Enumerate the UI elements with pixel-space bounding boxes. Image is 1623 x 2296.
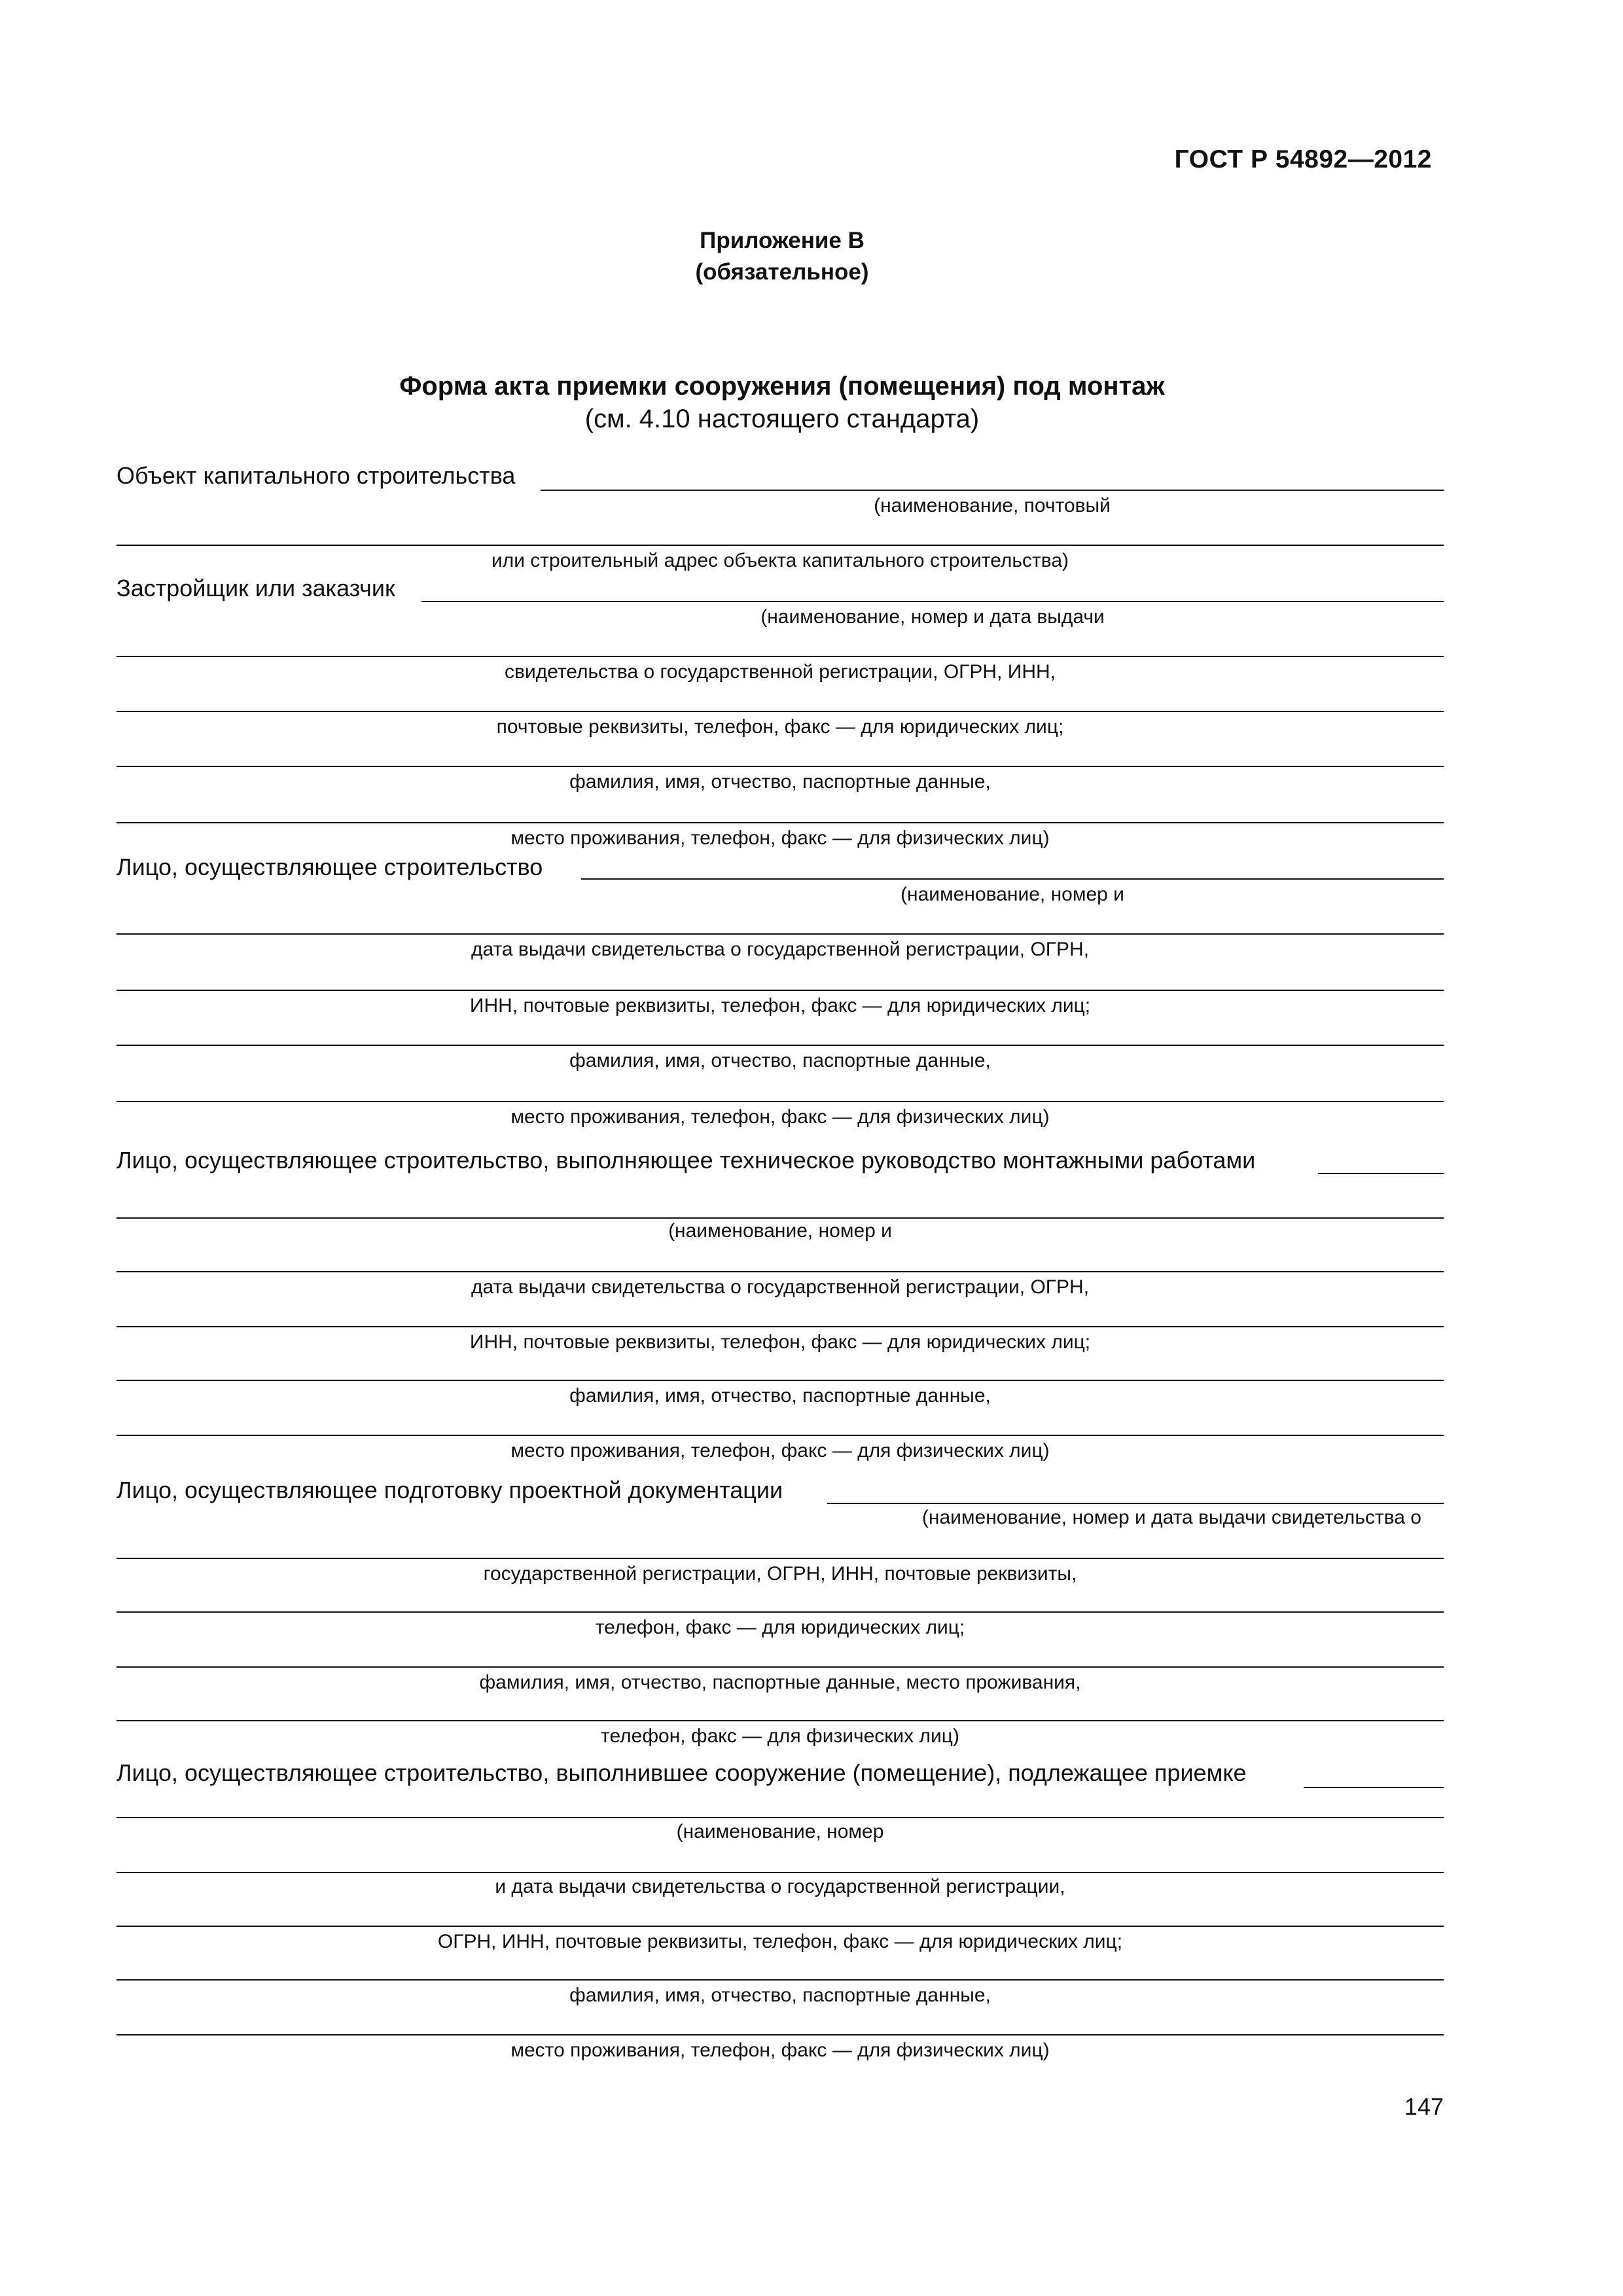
executor-caption-2: и дата выдачи свидетельства о государственной регистрации,	[495, 1876, 1065, 1897]
technical-supervisor-caption-1: (наименование, номер и	[668, 1220, 892, 1242]
designer-caption-1: (наименование, номер и дата выдачи свидетельства о	[921, 1507, 1421, 1528]
designer-field-line-2[interactable]	[116, 1558, 1444, 1559]
form-title: Форма акта приемки сооружения (помещения) под монтаж	[399, 372, 1165, 401]
executor-field-line-2[interactable]	[116, 1817, 1444, 1818]
builder-caption-4: фамилия, имя, отчество, паспортные данные,	[569, 1050, 991, 1071]
designer-label: Лицо, осуществляющее подготовку проектной документации	[116, 1477, 783, 1503]
technical-supervisor-field-line-2[interactable]	[116, 1217, 1444, 1219]
builder-field-line-5[interactable]	[116, 1101, 1444, 1102]
executor-field-line-3[interactable]	[116, 1872, 1444, 1873]
builder-field-line-2[interactable]	[116, 933, 1444, 935]
object-label: Объект капитального строительства	[116, 462, 516, 489]
executor-field-line-4[interactable]	[116, 1926, 1444, 1927]
builder-caption-1: (наименование, номер и	[901, 884, 1124, 905]
designer-caption-4: фамилия, имя, отчество, паспортные данные, место проживания,	[479, 1672, 1081, 1693]
builder-field-line-3[interactable]	[116, 990, 1444, 991]
builder-field-line[interactable]	[581, 878, 1444, 880]
technical-supervisor-field-line[interactable]	[1318, 1173, 1444, 1174]
appendix-status: (обязательное)	[695, 259, 869, 285]
object-caption-1: (наименование, почтовый	[874, 495, 1111, 516]
designer-caption-3: телефон, факс — для юридических лиц;	[595, 1617, 965, 1638]
developer-caption-1: (наименование, номер и дата выдачи	[760, 606, 1105, 628]
object-caption-2: или строительный адрес объекта капитального строительства)	[491, 550, 1069, 571]
developer-field-line-5[interactable]	[116, 822, 1444, 823]
technical-supervisor-caption-4: фамилия, имя, отчество, паспортные данные,	[569, 1385, 991, 1407]
executor-caption-5: место проживания, телефон, факс — для физических лиц)	[510, 2039, 1050, 2061]
technical-supervisor-caption-3: ИНН, почтовые реквизиты, телефон, факс — для юридических лиц;	[469, 1331, 1091, 1353]
form-subtitle: (см. 4.10 настоящего стандарта)	[584, 404, 980, 433]
builder-caption-5: место проживания, телефон, факс — для физических лиц)	[510, 1106, 1050, 1128]
builder-caption-2: дата выдачи свидетельства о государственной регистрации, ОГРН,	[471, 939, 1090, 960]
technical-supervisor-field-line-4[interactable]	[116, 1326, 1444, 1327]
executor-caption-4: фамилия, имя, отчество, паспортные данные,	[569, 1984, 991, 2006]
technical-supervisor-label: Лицо, осуществляющее строительство, выполняющее техническое руководство монтажными работами	[116, 1147, 1256, 1174]
developer-caption-4: фамилия, имя, отчество, паспортные данные,	[569, 771, 991, 793]
developer-field-line-3[interactable]	[116, 711, 1444, 712]
technical-supervisor-caption-2: дата выдачи свидетельства о государственной регистрации, ОГРН,	[471, 1276, 1090, 1298]
object-field-line-2[interactable]	[116, 545, 1444, 546]
builder-field-line-4[interactable]	[116, 1045, 1444, 1046]
document-code: ГОСТ Р 54892—2012	[1174, 145, 1432, 173]
developer-field-line-2[interactable]	[116, 656, 1444, 657]
developer-caption-5: место проживания, телефон, факс — для физических лиц)	[510, 827, 1050, 849]
executor-label: Лицо, осуществляющее строительство, выполнившее сооружение (помещение), подлежащее приемке	[116, 1759, 1247, 1786]
page-number: 147	[1404, 2093, 1444, 2120]
executor-caption-1: (наименование, номер	[676, 1821, 884, 1842]
designer-field-line-4[interactable]	[116, 1666, 1444, 1668]
executor-field-line-6[interactable]	[116, 2034, 1444, 2036]
developer-caption-2: свидетельства о государственной регистрации, ОГРН, ИНН,	[505, 661, 1056, 683]
developer-field-line-4[interactable]	[116, 766, 1444, 767]
designer-caption-2: государственной регистрации, ОГРН, ИНН, почтовые реквизиты,	[483, 1563, 1077, 1585]
technical-supervisor-field-line-6[interactable]	[116, 1435, 1444, 1436]
developer-label: Застройщик или заказчик	[116, 575, 395, 601]
designer-field-line-3[interactable]	[116, 1611, 1444, 1613]
designer-field-line[interactable]	[827, 1503, 1444, 1504]
developer-field-line[interactable]	[421, 601, 1444, 602]
designer-caption-5: телефон, факс — для физических лиц)	[601, 1725, 959, 1747]
builder-label: Лицо, осуществляющее строительство	[116, 853, 543, 880]
technical-supervisor-field-line-3[interactable]	[116, 1271, 1444, 1272]
developer-caption-3: почтовые реквизиты, телефон, факс — для юридических лиц;	[496, 716, 1064, 738]
executor-field-line-5[interactable]	[116, 1979, 1444, 1981]
executor-field-line[interactable]	[1304, 1787, 1444, 1788]
builder-caption-3: ИНН, почтовые реквизиты, телефон, факс — для юридических лиц;	[469, 995, 1091, 1016]
technical-supervisor-caption-5: место проживания, телефон, факс — для физических лиц)	[510, 1440, 1050, 1462]
object-field-line[interactable]	[541, 490, 1444, 491]
appendix-title: Приложение В	[700, 228, 865, 253]
technical-supervisor-field-line-5[interactable]	[116, 1380, 1444, 1381]
executor-caption-3: ОГРН, ИНН, почтовые реквизиты, телефон, факс — для юридических лиц;	[437, 1931, 1123, 1952]
designer-field-line-5[interactable]	[116, 1720, 1444, 1721]
